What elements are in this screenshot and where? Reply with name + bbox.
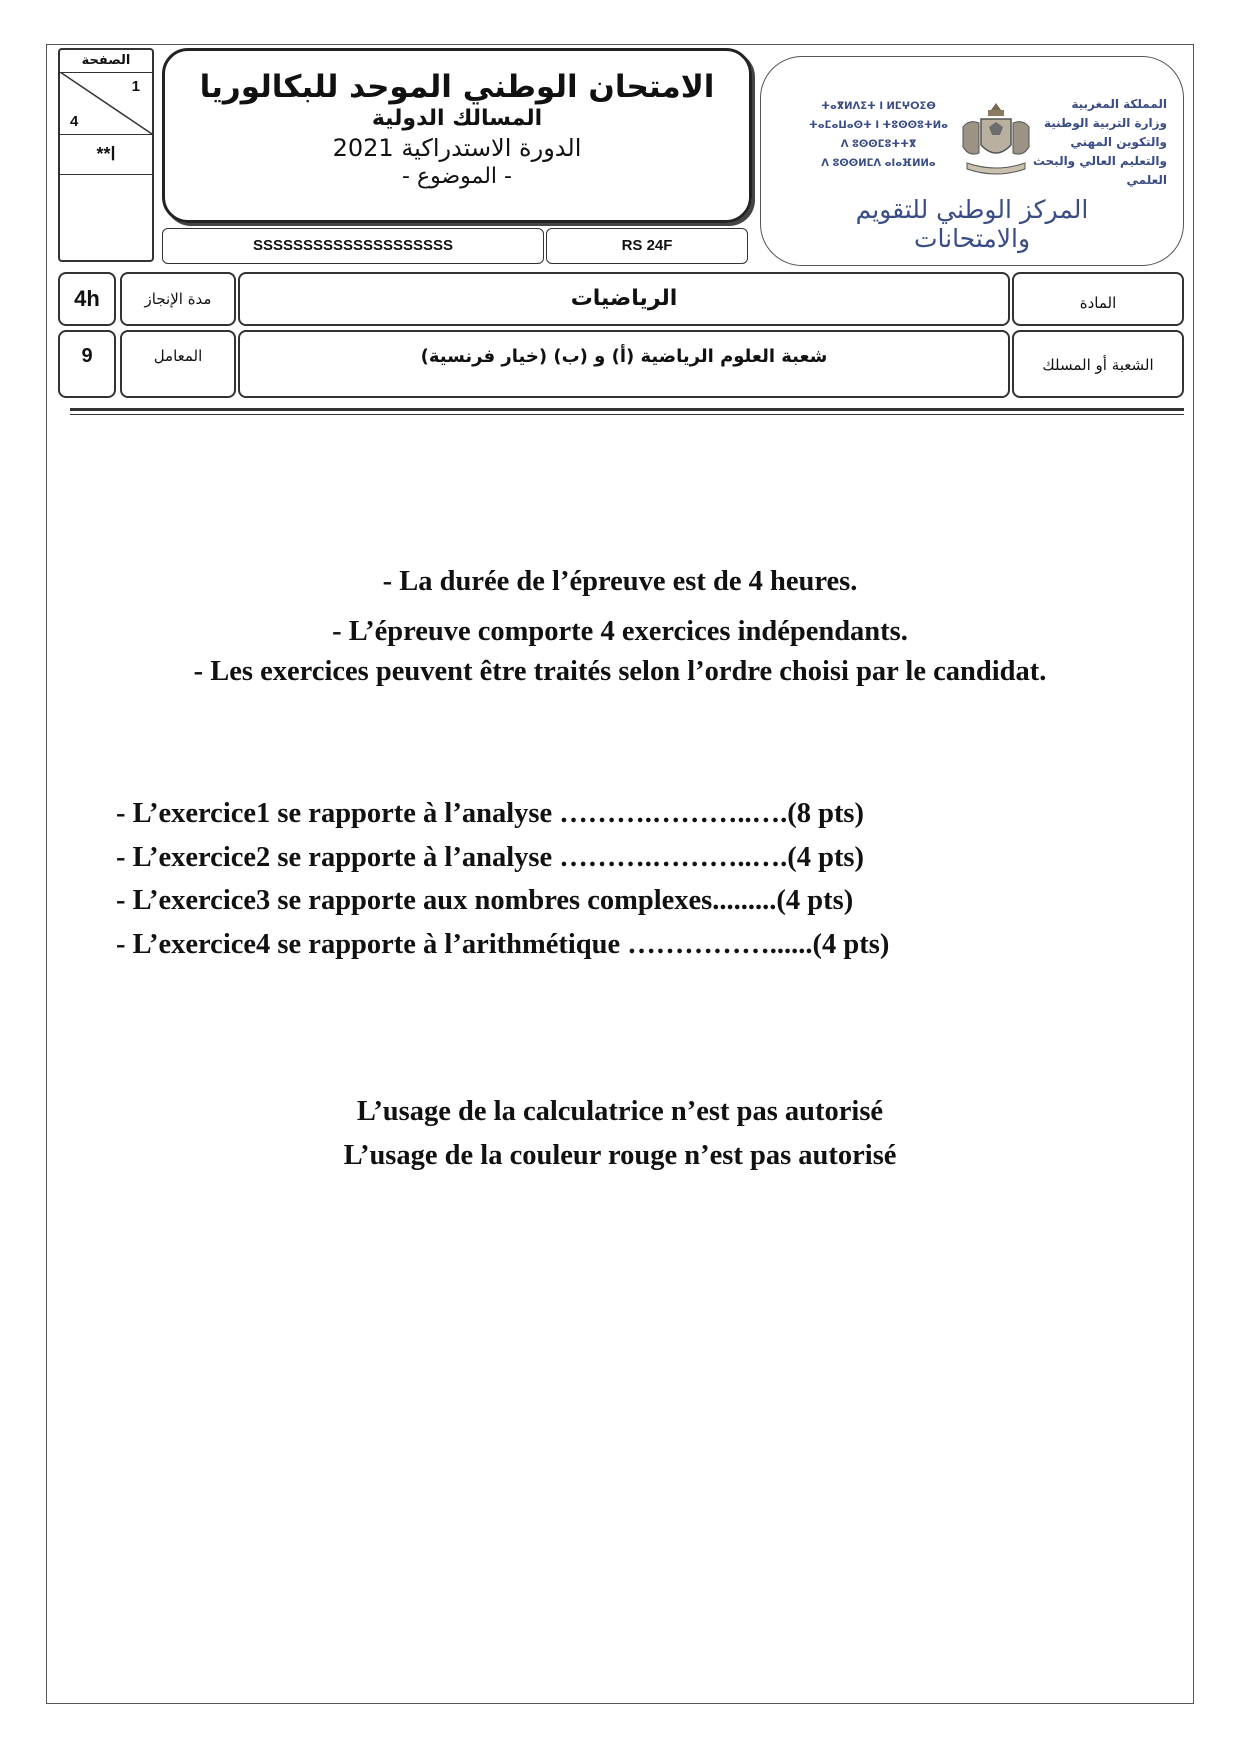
institution-arabic-line: والتعليم العالي والبحث العلمي — [1032, 154, 1167, 187]
track-value: شعبة العلوم الرياضية (أ) و (ب) (خيار فرنسية) — [238, 330, 1010, 398]
reference-code-2: RS 24F — [546, 228, 748, 264]
duration-value: 4h — [58, 272, 116, 326]
instruction-line: - La durée de l’épreuve est de 4 heures. — [382, 566, 858, 597]
instruction-line: - Les exercices peuvent être traités selon l’ordre choisi par le candidat. — [193, 656, 1047, 687]
coefficient-value: 9 — [58, 330, 116, 398]
duration-label: مدة الإنجاز — [120, 272, 236, 326]
subject-label: المادة — [1012, 272, 1184, 326]
exam-track: المسالك الدولية — [371, 106, 543, 131]
tifinagh-line: ⴷ ⵓⵙⵙⵍⵎⴷ ⴰⵏⴰⴼⵍⵍⴰ — [821, 158, 936, 169]
exercise-item: - L’exercice4 se rapporte à l’arithmétique ……………......(4 pts) — [116, 928, 890, 960]
exercise-item: - L’exercice2 se rapporte à l’analyse ……….………..….(4 pts) — [116, 841, 865, 873]
institution-arabic-line: والتكوين المهني — [1070, 135, 1167, 149]
subject-value: الرياضيات — [238, 272, 1010, 326]
page-label: الصفحة — [60, 50, 152, 73]
institution-tifinagh — [791, 97, 966, 173]
institution-arabic-line: وزارة التربية الوطنية — [1043, 116, 1167, 130]
institution-box — [760, 56, 1184, 266]
exam-subject-kind: - الموضوع - — [402, 164, 512, 189]
track-label: الشعبة أو المسلك — [1012, 330, 1184, 398]
page-number-area — [60, 72, 152, 135]
exercise-item: - L’exercice1 se rapporte à l’analyse ……….………..….(8 pts) — [116, 798, 865, 829]
tifinagh-line: ⵜⴰⴳⵍⴷⵉⵜ ⵏ ⵍⵎⵖⵔⵉⴱ — [821, 101, 936, 112]
page-total: 4 — [70, 113, 79, 130]
rule-calculator: L’usage de la calculatrice n’est pas autorisé — [356, 1096, 884, 1127]
header-separator — [70, 408, 1184, 411]
tifinagh-line: ⵜⴰⵎⴰⵡⴰⵙⵜ ⵏ ⵜⵓⵙⵙⵓⵜⵍⴰ — [808, 120, 949, 131]
exam-title-box — [162, 48, 752, 223]
institution-arabic — [1017, 95, 1167, 190]
page-current: 1 — [131, 78, 140, 95]
page-counter-box — [58, 48, 154, 262]
exam-session: الدورة الاستدراكية 2021 — [332, 134, 582, 162]
header-separator-thin — [70, 414, 1184, 415]
institution-center: المركز الوطني للتقويم والامتحانات — [855, 195, 1089, 253]
exam-title: الامتحان الوطني الموحد للبكالوريا — [199, 69, 715, 105]
exercise-list — [116, 792, 889, 966]
reference-code-1: SSSSSSSSSSSSSSSSSSSS — [162, 228, 544, 264]
institution-arabic-line: المملكة المغربية — [1071, 97, 1167, 111]
tifinagh-line: ⴷ ⵓⵙⵙⵎⵓⵜⵜⴳ — [840, 139, 917, 150]
coefficient-label: المعامل — [120, 330, 236, 398]
page-code: **ا — [60, 134, 152, 175]
rule-red-color: L’usage de la couleur rouge n’est pas autorisé — [343, 1140, 897, 1171]
instruction-line: - L’épreuve comporte 4 exercices indépendants. — [332, 616, 908, 647]
exercise-item: - L’exercice3 se rapporte aux nombres complexes.........(4 pts) — [116, 885, 854, 916]
